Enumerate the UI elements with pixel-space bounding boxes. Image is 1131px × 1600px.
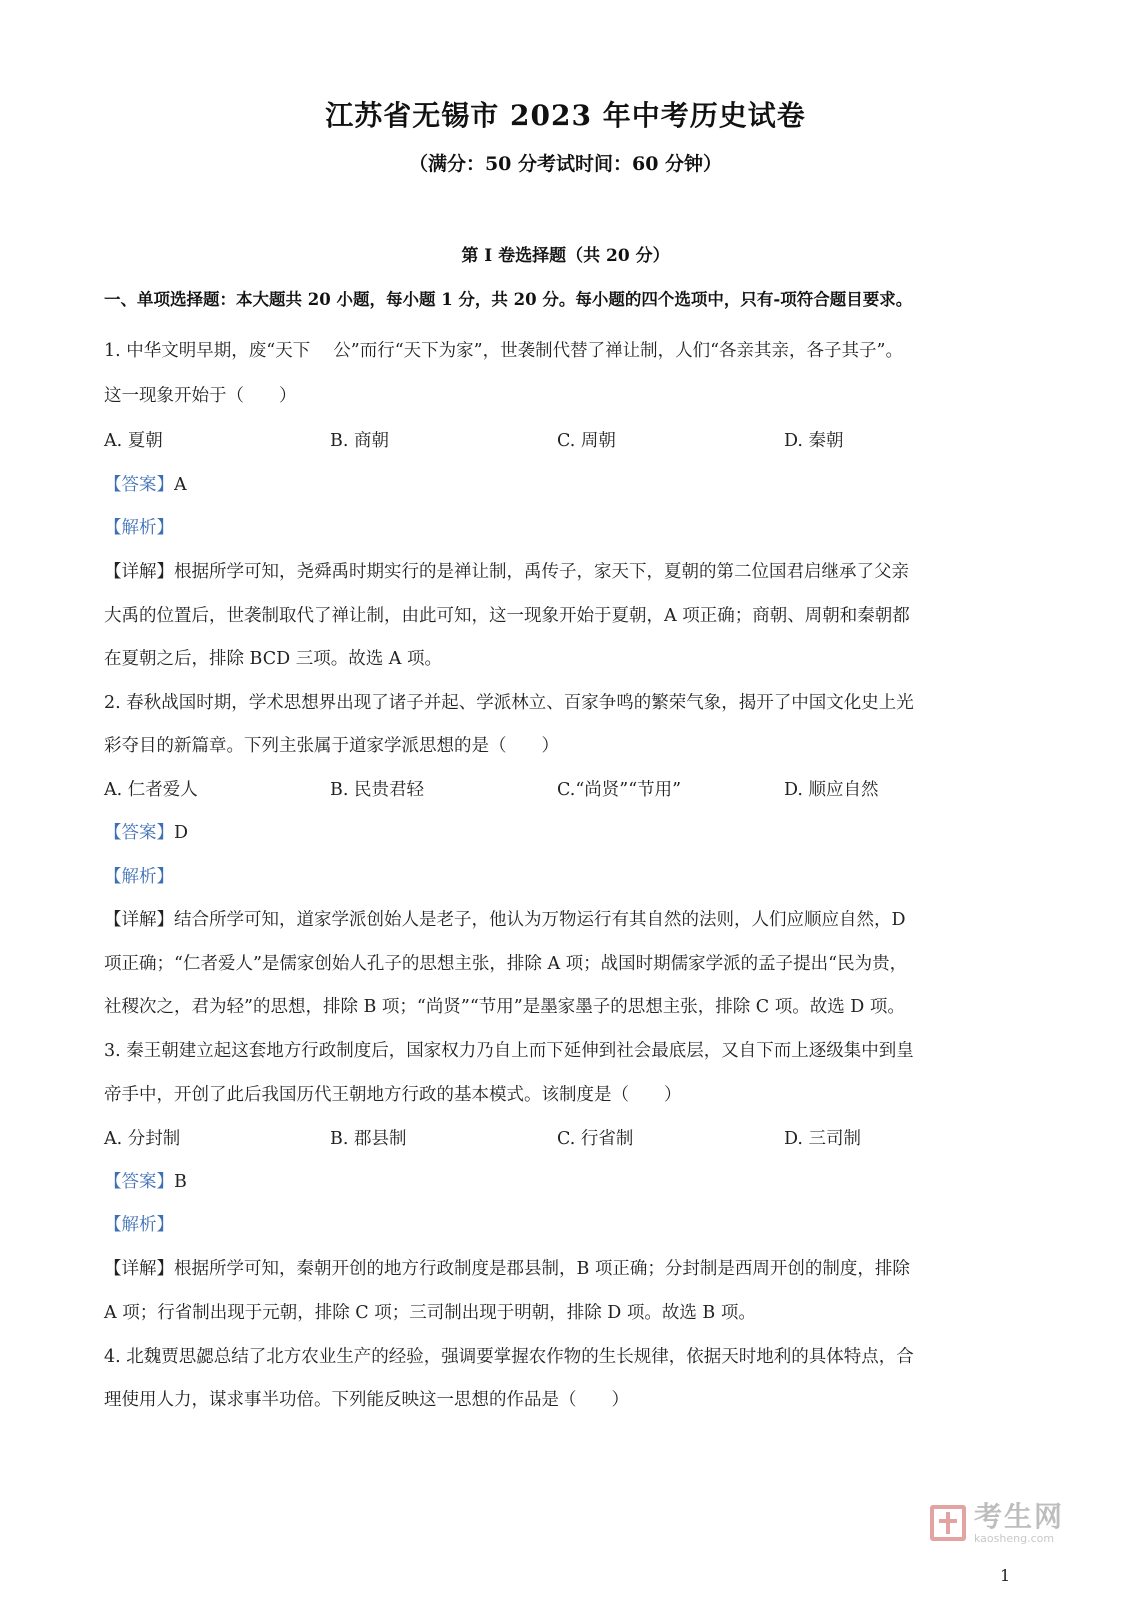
detail-label: 【详解】	[104, 910, 174, 930]
detail-text: 结合所学可知，道家学派创始人是老子，他认为万物运行有其自然的法则，人们应顺应自然，D	[174, 910, 906, 930]
answer-value: A	[174, 475, 187, 495]
answer-line	[104, 820, 1034, 846]
option-d: D. 顺应自然	[784, 780, 879, 800]
kaosheng-logo-icon	[930, 1505, 966, 1541]
detail-line	[104, 907, 1034, 933]
detail-text: 根据所学可知，尧舜禹时期实行的是禅让制，禹传子，家天下，夏朝的第二位国君启继承了父亲	[174, 562, 909, 582]
detail-line: A 项；行省制出现于元朝，排除 C 项；三司制出现于明朝，排除 D 项。故选 B 项。	[104, 1303, 756, 1323]
analysis-label: 【解析】	[104, 518, 174, 538]
answer-value: B	[174, 1172, 187, 1192]
answer-line	[104, 1169, 1034, 1195]
answer-label: 【答案】	[104, 1172, 174, 1192]
page-number: 1	[1000, 1566, 1011, 1585]
detail-line	[104, 1256, 1034, 1282]
exam-subtitle: （满分：50 分考试时间：60 分钟）	[408, 153, 723, 175]
question-stem-line: 帝手中，开创了此后我国历代王朝地方行政的基本模式。该制度是（ ）	[104, 1085, 682, 1105]
detail-line: 社稷次之，君为轻”的思想，排除 B 项；“尚贤”“节用”是墨家墨子的思想主张，排除 C 项。故选 D 项。	[104, 997, 905, 1017]
detail-line	[104, 559, 1034, 585]
option-b: B. 郡县制	[330, 1129, 407, 1149]
option-b: B. 民贵君轻	[330, 780, 424, 800]
analysis-label: 【解析】	[104, 867, 174, 887]
option-a: A. 夏朝	[104, 431, 163, 451]
detail-text: 根据所学可知，秦朝开创的地方行政制度是郡县制，B 项正确；分封制是西周开创的制度，排除	[174, 1259, 910, 1279]
watermark-url: kaosheng.com	[974, 1531, 1055, 1545]
option-c: C. 行省制	[557, 1129, 634, 1149]
answer-line	[104, 472, 1034, 498]
exam-title: 江苏省无锡市 2023 年中考历史试卷	[325, 99, 806, 132]
analysis-label: 【解析】	[104, 1215, 174, 1235]
option-b: B. 商朝	[330, 431, 389, 451]
question-stem-line: 2. 春秋战国时期，学术思想界出现了诸子并起、学派林立、百家争鸣的繁荣气象，揭开了中国文化史上光	[104, 693, 914, 713]
option-c: C. 周朝	[557, 431, 616, 451]
detail-label: 【详解】	[104, 1259, 174, 1279]
section-title: 第 I 卷选择题（共 20 分）	[461, 246, 670, 266]
question-stem-line: 4. 北魏贾思勰总结了北方农业生产的经验，强调要掌握农作物的生长规律，依据天时地利的具体特点，合	[104, 1347, 914, 1367]
question-stem-line: 这一现象开始于（ ）	[104, 386, 297, 406]
answer-value: D	[174, 823, 189, 843]
detail-line: 在夏朝之后，排除 BCD 三项。故选 A 项。	[104, 649, 442, 669]
option-c: C.“尚贤”“节用”	[557, 780, 682, 800]
option-d: D. 三司制	[784, 1129, 862, 1149]
option-d: D. 秦朝	[784, 431, 844, 451]
watermark	[930, 1500, 1100, 1546]
question-stem-line: 理使用人力，谋求事半功倍。下列能反映这一思想的作品是（ ）	[104, 1390, 629, 1410]
question-stem-line: 彩夺目的新篇章。下列主张属于道家学派思想的是（ ）	[104, 736, 559, 756]
answer-label: 【答案】	[104, 823, 174, 843]
watermark-name: 考生网	[974, 1499, 1065, 1533]
detail-label: 【详解】	[104, 562, 174, 582]
detail-line: 大禹的位置后，世袭制取代了禅让制，由此可知，这一现象开始于夏朝，A 项正确；商朝、周朝和秦朝都	[104, 606, 910, 626]
option-a: A. 分封制	[104, 1129, 181, 1149]
section-instruction: 一、单项选择题：本大题共 20 小题，每小题 1 分，共 20 分。每小题的四个选项中，只有-项符合题目要求。	[104, 290, 913, 309]
detail-line: 项正确；“仁者爱人”是儒家创始人孔子的思想主张，排除 A 项；战国时期儒家学派的孟子提出“民为贵，	[104, 954, 908, 974]
option-a: A. 仁者爱人	[104, 780, 198, 800]
question-stem-line: 3. 秦王朝建立起这套地方行政制度后，国家权力乃自上而下延伸到社会最底层，又自下而上逐级集中到皇	[104, 1041, 914, 1061]
question-stem-line: 1. 中华文明早期，废“天下 公”而行“天下为家”，世袭制代替了禅让制，人们“各亲其亲，各子其子”。	[104, 341, 903, 361]
answer-label: 【答案】	[104, 475, 174, 495]
